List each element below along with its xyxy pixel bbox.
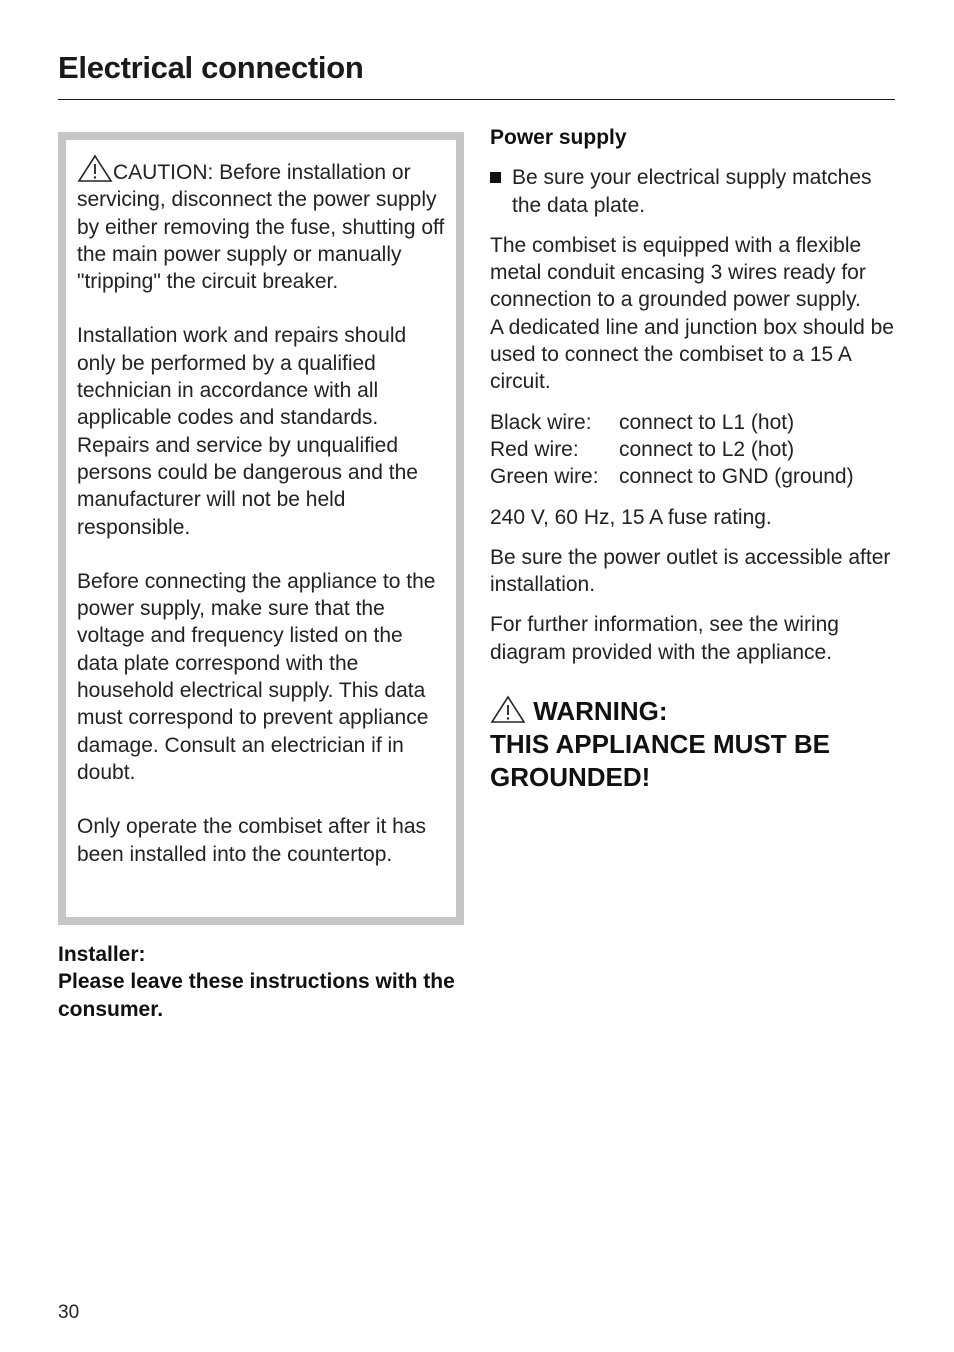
wire-row: [490, 463, 900, 490]
power-supply-heading: Power supply: [490, 126, 627, 149]
installer-note: [58, 941, 468, 1023]
warning-label: WARNING:: [533, 696, 668, 727]
wire-label: Red wire:: [490, 437, 579, 461]
wire-value: connect to L1 (hot): [619, 410, 795, 434]
wire-label: Green wire:: [490, 465, 599, 489]
wire-table: [490, 409, 900, 491]
caution-paragraph-1: [77, 154, 446, 295]
fuse-rating: 240 V, 60 Hz, 15 A fuse rating.: [490, 505, 772, 529]
wire-row: [490, 436, 900, 463]
title-divider: [58, 99, 895, 100]
wire-value: connect to GND (ground): [619, 465, 854, 489]
caution-paragraph-2: Installation work and repairs should only be performed by a qualified technician in accordance with all applicable codes and standards. Repairs and service by unqualified persons could be dangerous and the manufacturer will not be held responsible.: [77, 324, 418, 539]
page-title: Electrical connection: [58, 50, 364, 85]
caution-paragraph-4: Only operate the combiset after it has been installed into the countertop.: [77, 815, 427, 866]
wire-row: [490, 409, 900, 436]
warning-heading: [490, 695, 900, 728]
warning-triangle-icon: [77, 154, 113, 182]
page-number: 30: [58, 1302, 80, 1323]
caution-box: [58, 132, 464, 925]
junction-paragraph: A dedicated line and junction box should be used to connect the combiset to a 15 A circuit.: [490, 315, 894, 394]
conduit-paragraph: The combiset is equipped with a flexible metal conduit encasing 3 wires ready for connection to a grounded power supply.: [490, 233, 866, 312]
wire-label: Black wire:: [490, 410, 592, 434]
caution-paragraph-3: Before connecting the appliance to the power supply, make sure that the voltage and frequency listed on the data plate correspond with the household electrical supply. This data must correspond to prevent appliance damage. Consult an electrician if in doubt.: [77, 569, 436, 784]
installer-instruction: Please leave these instructions with the consumer.: [58, 970, 455, 1021]
square-bullet-icon: [490, 172, 501, 183]
bullet-text: Be sure your electrical supply matches the data plate.: [512, 166, 872, 217]
caution-text-1: CAUTION: Before installation or servicing, disconnect the power supply by either removing the fuse, shutting off the main power supply or manually "tripping" the circuit breaker.: [77, 161, 445, 294]
further-info-paragraph: For further information, see the wiring diagram provided with the appliance.: [490, 613, 839, 664]
bullet-item: [490, 164, 900, 219]
warning-text: THIS APPLIANCE MUST BE GROUNDED!: [490, 729, 830, 793]
wire-value: connect to L2 (hot): [619, 437, 795, 461]
power-supply-section: [490, 124, 900, 794]
warning-triangle-icon: [490, 695, 526, 723]
outlet-paragraph: Be sure the power outlet is accessible after installation.: [490, 545, 891, 597]
installer-label: Installer:: [58, 943, 146, 966]
ground-warning: [490, 695, 900, 794]
